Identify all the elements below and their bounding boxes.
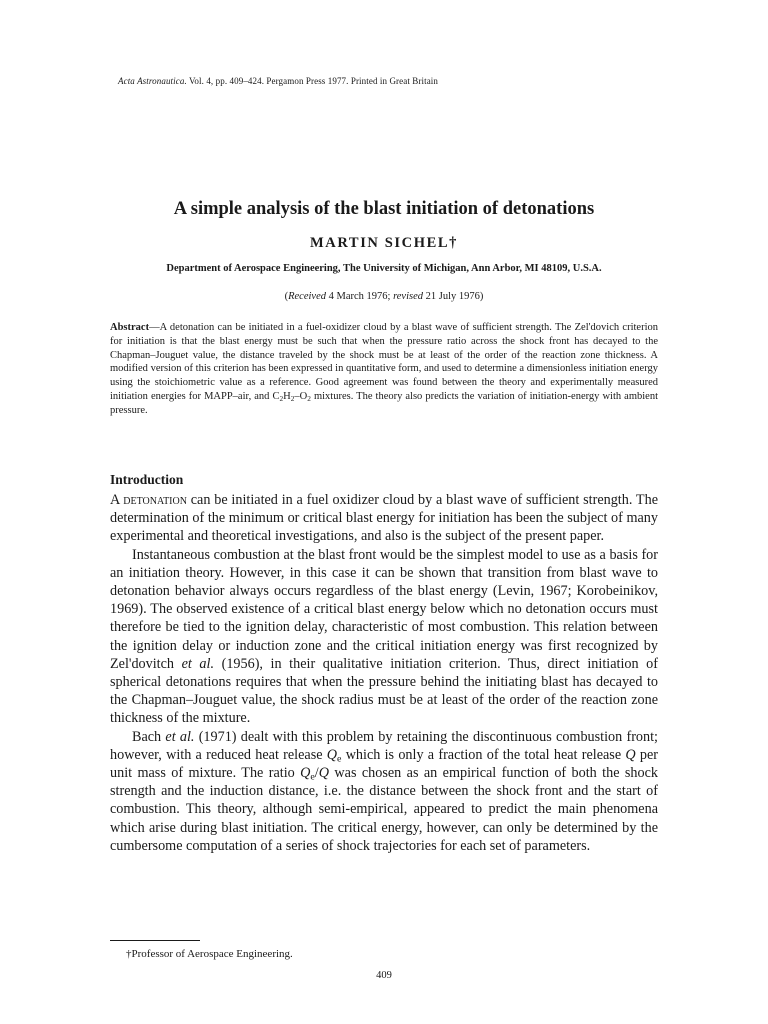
paragraph-3-etal: et al. [165,728,195,745]
paragraph-1-text: can be initiated in a fuel oxidizer cloud by a blast wave of sufficient strength. The determination of the minimum or critical blast energy for initiation has been the subject of many experimental and theoretical investigations, and also is the subject of the present paper. [110,492,658,545]
ratio-q2: Q [318,765,329,782]
formula-o-sub: 2 [307,393,311,403]
symbol-qe-sub: e [337,753,342,765]
introduction-body [110,491,658,855]
paragraph-3-text-d: per unit mass of mixture. The ratio [110,746,658,782]
journal-name: Acta Astronautica. [118,76,187,86]
paragraph-2-text-b: (1956), in their qualitative initiation criterion. Thus, direct initiation of spherical detonations requires that when the pressure behind the initiating blast has decayed to the Chapman–Jouguet value, the shock radius must be at least of the order of the reaction zone thickness of the mixture. [110,655,658,727]
author-affiliation: Department of Aerospace Engineering, The University of Michigan, Ann Arbor, MI 48109, U.S.A. [166,263,602,274]
section-heading-introduction: Introduction [110,472,184,487]
formula-c-sub: 2 [279,393,284,403]
received-open: ( [284,291,289,302]
paragraph-1 [110,491,658,546]
paragraph-2-text-a: Instantaneous combustion at the blast front would be the simplest model to use as a basis for an initiation theory. However, in this case it can be shown that transition from blast wave to detonation behavior always occurs regardless of the blast energy (Levin, 1967; Korobeinikov, 1969). The observed existence of a critical blast energy below which no detonation occurs must therefore be tied to the ignition delay, characteristic of most combustion. This relation between the ignition delay or induction zone and the critical initiation energy was first recognized by Zel'dovitch [110,546,658,672]
page-number: 409 [376,970,392,981]
author-name: MARTIN SICHEL† [310,235,458,251]
received-label: Received [288,291,326,302]
abstract-text: —A detonation can be initiated in a fuel-oxidizer cloud by a blast wave of sufficient strength. The Zel'dovich criterion for initiation is that the blast energy must be such that when the pressure ratio across the shock front has decayed to the Chapman–Jouguet value, the distance traveled by the shock must be at least of the order of the reaction zone thickness. A modified version of this criterion has been expressed in quantitative form, and used to determine a dimensionless initiation energy using the stoichiometric value as a reference. Good agreement was found between the theory and experimentally measured initiation energies for MAPP–air, and [110,322,658,402]
footnote-divider [110,940,200,941]
paragraph-3 [110,728,658,855]
paragraph-3-text-c: which is only a fraction of the total heat release [341,746,626,763]
paper-title: A simple analysis of the blast initiation of detonations [173,199,595,219]
received-date: 4 March 1976; [326,291,394,302]
formula-o: –O [294,390,308,402]
paragraph-2-etal: et al. [181,655,215,672]
revised-label: revised [393,291,424,302]
revised-date: 21 July 1976) [423,291,484,302]
paragraph-3-text-b: (1971) dealt with this problem by retaining the discontinuous combustion front; however, with a reduced heat release [110,728,659,763]
symbol-qe: Q [326,746,338,763]
ratio-q-sub: e [310,771,315,783]
ratio-slash: / [314,765,319,782]
ratio-q: Q [300,765,311,782]
paragraph-3-text-e: was chosen as an empirical function of both the shock strength and the induction distance, i.e. the distance between the shock front and the start of combustion. This theory, although semi-empirical, appeared to predict the main phenomena which arise during blast initiation. The critical energy, however, can only be determined by the cumbersome computation of a series of shock trajectories for each set of parameters. [110,765,658,854]
paragraph-3-text-a: Bach [132,728,166,745]
formula-h-sub: 2 [290,393,295,403]
paragraph-2 [110,546,658,728]
footnote: †Professor of Aerospace Engineering. [126,948,293,960]
abstract-text-end: mixtures. The theory also predicts the variation of initiation-energy with ambient pressure. [110,390,658,416]
paragraph-1-lead: A detonation [110,492,187,508]
journal-details: Vol. 4, pp. 409–424. Pergamon Press 1977. Printed in Great Britain [188,76,438,86]
received-dates [0,291,768,302]
journal-header [118,76,438,86]
symbol-q: Q [625,746,636,763]
abstract [110,321,658,418]
abstract-label: Abstract [110,322,150,333]
formula-c: C [272,390,280,402]
formula-h: H [283,390,291,402]
